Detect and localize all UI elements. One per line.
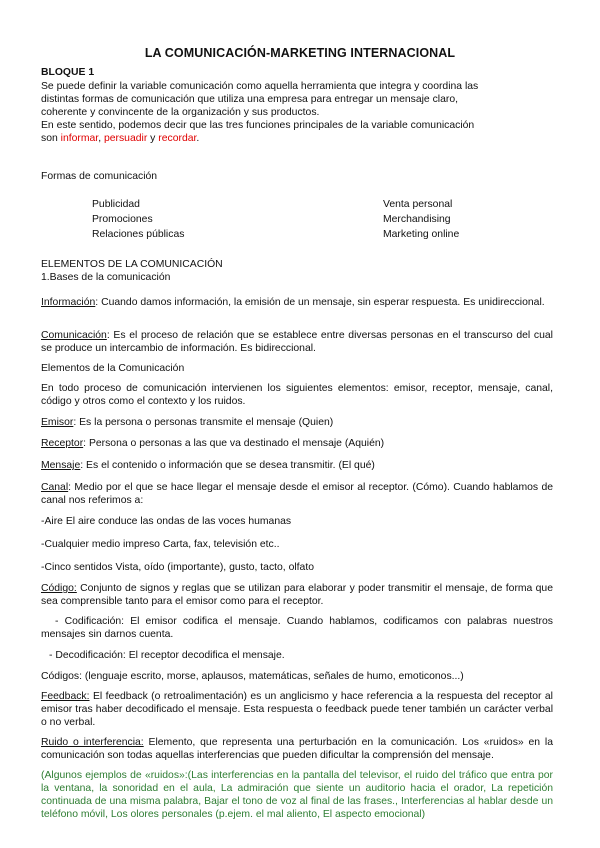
mensaje-text: : Es el contenido o información que se desea transmitir. (El qué)	[80, 460, 375, 471]
canal-text: : Medio por el que se hace llegar el mensaje desde el emisor al receptor. (Cómo). Cuando hablamos de canal nos referimos a:	[41, 482, 553, 506]
intro-and: y	[147, 133, 159, 144]
codificacion-paragraph	[41, 615, 553, 641]
formas-heading: Formas de comunicación	[41, 171, 158, 182]
term-codigo: Código:	[41, 583, 77, 594]
informacion-paragraph	[41, 296, 553, 309]
canal-item-impreso: -Cualquier medio impreso Carta, fax, televisión etc..	[41, 539, 280, 550]
forma-item: Relaciones públicas	[92, 229, 185, 240]
term-receptor: Receptor	[41, 438, 84, 449]
document-title: LA COMUNICACIÓN-MARKETING INTERNACIONAL	[144, 46, 456, 60]
decodificacion-paragraph: - Decodificación: El receptor decodifica el mensaje.	[49, 650, 285, 661]
keyword-persuadir: persuadir	[103, 133, 148, 144]
receptor-paragraph	[41, 437, 553, 450]
intro-paragraph	[41, 80, 553, 145]
term-canal: Canal	[41, 482, 69, 493]
forma-item: Promociones	[92, 214, 153, 225]
forma-item: Publicidad	[92, 199, 140, 210]
codificacion-text: - Codificación: El emisor codifica el mensaje. Cuando hablamos, codificamos con palabras nuestros mensajes sin darnos cuenta.	[41, 616, 553, 640]
ruidos-examples-paragraph: (Algunos ejemplos de «ruidos»:(Las interferencias en la pantalla del televisor, el ruido del tráfico que entra por la ventana, la sonoridad en el aula, La admiración que siente un auditorio hacia el orador, La repetición continuada de una misma palabra, Bajar el tono de voz al final de las frases., Interferencias al hablar desde un teléfono móvil, Los olores personales (p.ejem. el mal aliento, El aspecto emocional)	[41, 770, 553, 820]
forma-item: Marketing online	[383, 229, 460, 240]
keyword-recordar: recordar	[158, 133, 197, 144]
informacion-text: : Cuando damos información, la emisión de un mensaje, sin esperar respuesta. Es unidireccional.	[95, 297, 545, 308]
ruido-text: Elemento, que representa una perturbación en la comunicación. Los «ruidos» en la comunicación son todas aquellas interferencias que pueden dificultar la comprensión del mensaje.	[41, 737, 553, 761]
comunicacion-paragraph	[41, 329, 553, 355]
term-emisor: Emisor	[41, 417, 74, 428]
codigo-text: Conjunto de signos y reglas que se utilizan para elaborar y poder transmitir el mensaje, de forma que sea comprensible tanto para el emisor como para el receptor.	[41, 583, 553, 607]
codigos-examples: Códigos: (lenguaje escrito, morse, aplausos, matemáticas, señales de humo, emoticonos...)	[41, 671, 464, 682]
feedback-text: El feedback (o retroalimentación) es un anglicismo y hace referencia a la respuesta del receptor al emisor tras haber decodificado el mensaje. Esta respuesta o feedback puede tener también un carácter verbal o no verbal.	[41, 691, 553, 728]
block-heading: BLOQUE 1	[41, 67, 95, 78]
term-feedback: Feedback:	[41, 691, 90, 702]
term-mensaje: Mensaje	[41, 460, 81, 471]
intro-prefix: son	[41, 133, 61, 144]
intro-line-5	[41, 132, 553, 145]
emisor-paragraph	[41, 416, 553, 429]
term-comunicacion: Comunicación	[41, 330, 107, 341]
intro-line-1: Se puede definir la variable comunicación como aquella herramienta que integra y coordina las	[41, 81, 479, 92]
receptor-text: : Persona o personas a las que va destinado el mensaje (Aquién)	[83, 438, 385, 449]
keyword-informar: informar	[60, 133, 99, 144]
intro-comma: ,	[98, 133, 104, 144]
elementos-heading: ELEMENTOS DE LA COMUNICACIÓN	[41, 259, 223, 270]
bases-subheading: 1.Bases de la comunicación	[41, 272, 171, 283]
codigo-paragraph	[41, 582, 553, 608]
feedback-paragraph	[41, 690, 553, 729]
forma-item: Venta personal	[383, 199, 453, 210]
comunicacion-text: : Es el proceso de relación que se establece entre diversas personas en el transcurso del cual se produce un intercambio de información. Es bidireccional.	[41, 330, 553, 354]
term-ruido: Ruido o interferencia:	[41, 737, 144, 748]
canal-paragraph	[41, 481, 553, 507]
intro-line-4: En este sentido, podemos decir que las tres funciones principales de la variable comunicación	[41, 120, 475, 131]
canal-item-aire: -Aire El aire conduce las ondas de las voces humanas	[41, 516, 292, 527]
elementos-subheading: Elementos de la Comunicación	[41, 363, 185, 374]
formas-right-column	[383, 197, 459, 242]
intro-line-3: coherente y convincente de la organización y sus productos.	[41, 107, 320, 118]
intro-period: .	[196, 133, 200, 144]
mensaje-paragraph	[41, 459, 553, 472]
term-informacion: Información	[41, 297, 96, 308]
emisor-text: : Es la persona o personas transmite el mensaje (Quien)	[73, 417, 334, 428]
intro-line-2: distintas formas de comunicación que utiliza una empresa para entregar un mensaje claro,	[41, 94, 459, 105]
formas-left-column	[92, 197, 184, 242]
elementos-intro-paragraph: En todo proceso de comunicación intervienen los siguientes elementos: emisor, receptor, mensaje, canal, código y otros como el contexto y los ruidos.	[41, 383, 553, 407]
forma-item: Merchandising	[383, 214, 451, 225]
canal-item-sentidos: -Cinco sentidos Vista, oído (importante), gusto, tacto, olfato	[41, 562, 314, 573]
ruido-paragraph	[41, 736, 553, 762]
